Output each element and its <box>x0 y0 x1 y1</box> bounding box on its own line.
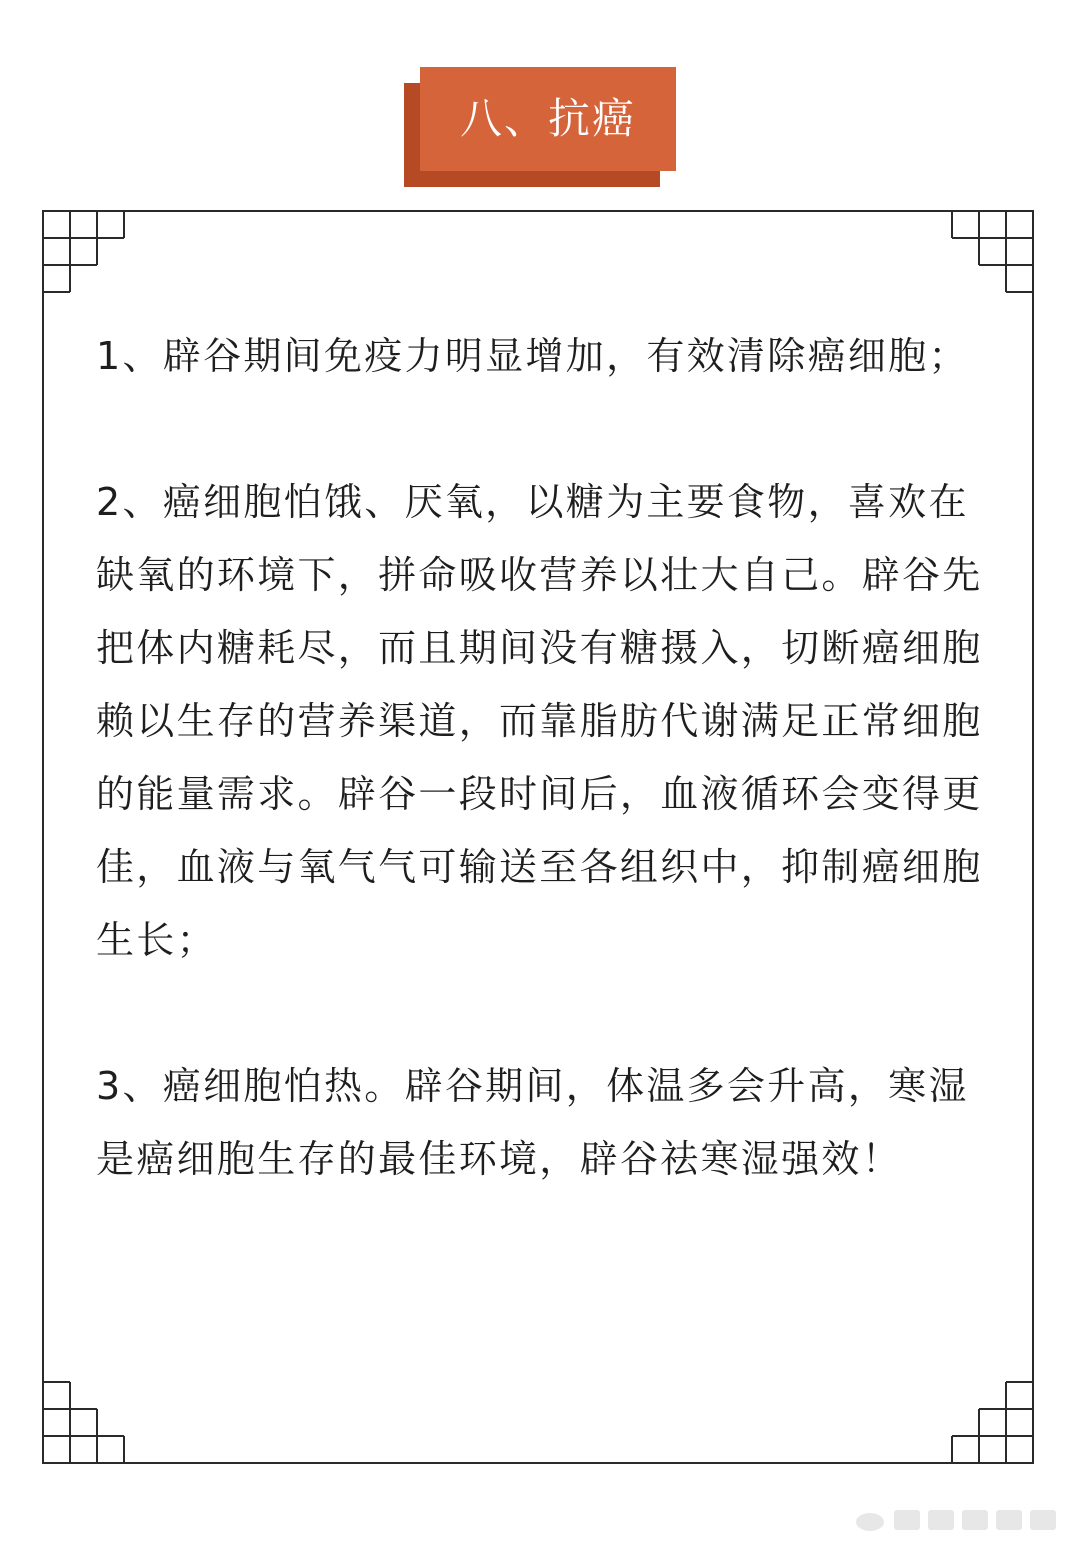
corner-ornament-bottom-left-icon <box>42 1380 126 1464</box>
corner-ornament-top-left-icon <box>42 210 126 294</box>
corner-ornament-top-right-icon <box>950 210 1034 294</box>
corner-ornament-bottom-right-icon <box>950 1380 1034 1464</box>
section-title-banner <box>404 67 676 188</box>
paragraph-immunity: 1、辟谷期间免疫力明显增加，有效清除癌细胞； <box>96 334 969 378</box>
article-body <box>96 320 984 1269</box>
title-banner-box <box>420 67 676 171</box>
paragraph-sugar-oxygen: 2、癌细胞怕饿、厌氧，以糖为主要食物，喜欢在缺氧的环境下，拼命吸收营养以壮大自己。辟谷先把体内糖耗尽，而且期间没有糖摄入，切断癌细胞赖以生存的营养渠道，而靠脂肪代谢满足正常细胞的能量需求。辟谷一段时间后，血液循环会变得更佳，血液与氧气气可输送至各组织中，抑制癌细胞生长； <box>96 480 983 962</box>
section-title: 八、抗癌 <box>459 94 636 143</box>
paragraph-heat: 3、癌细胞怕热。辟谷期间，体温多会升高，寒湿是癌细胞生存的最佳环境，辟谷祛寒湿强效！ <box>96 1064 969 1181</box>
watermark-logo-icon <box>854 1504 1064 1534</box>
